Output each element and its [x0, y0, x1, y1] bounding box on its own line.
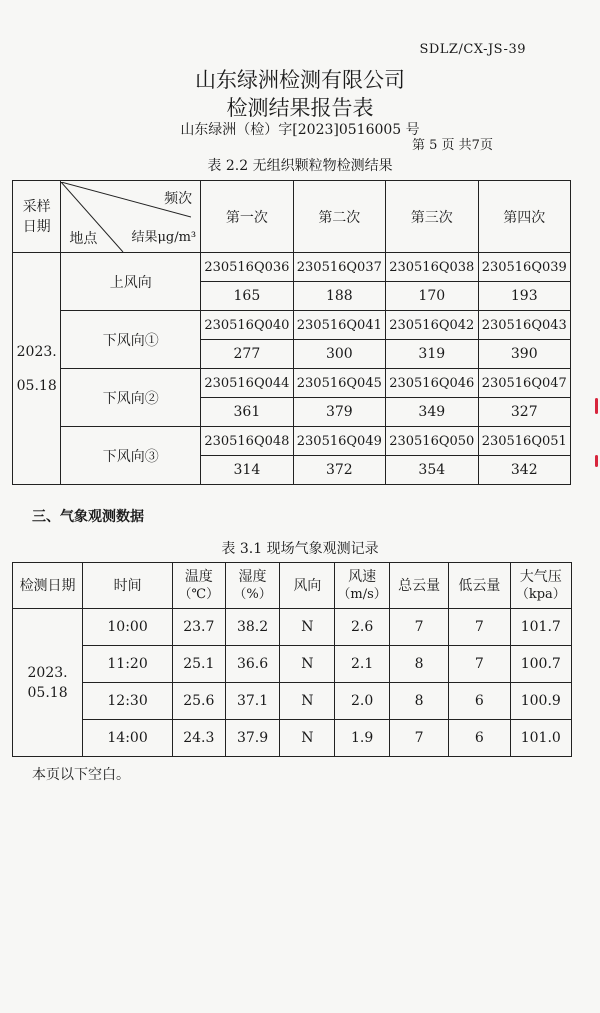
sample-code: 230516Q046 [386, 369, 478, 398]
weather-time: 14:00 [83, 720, 173, 757]
weather-header [390, 563, 449, 609]
sample-code: 230516Q037 [293, 253, 385, 282]
table2-caption: 表 3.1 现场气象观测记录 [221, 541, 379, 557]
sample-code: 230516Q048 [201, 427, 293, 456]
weather-pressure: 100.9 [510, 683, 571, 720]
sample-code: 230516Q039 [478, 253, 571, 282]
company-name: 山东绿洲检测有限公司 [195, 68, 405, 92]
sample-date-cell [13, 253, 61, 485]
section-title: 三、气象观测数据 [32, 509, 144, 525]
header-sample-date-label: 采样日期 [22, 198, 51, 235]
weather-header-label: 大气压 [519, 568, 562, 585]
weather-humidity: 37.1 [225, 683, 280, 720]
red-ink-mark [595, 398, 598, 414]
weather-wind-dir: N [280, 646, 335, 683]
weather-pressure: 100.7 [510, 646, 571, 683]
weather-total-cloud: 7 [390, 609, 449, 646]
result-value: 193 [478, 282, 571, 311]
weather-header-label: 总云量 [398, 577, 441, 594]
weather-observation-table [12, 562, 572, 757]
weather-time: 11:20 [83, 646, 173, 683]
header-result-unit-label: 结果μg/m³ [131, 229, 197, 245]
weather-pressure: 101.7 [510, 609, 571, 646]
header-frequency-label: 频次 [164, 190, 193, 207]
header-sample-date [13, 181, 61, 253]
weather-header-label: 时间 [113, 577, 142, 594]
result-value: 390 [478, 340, 571, 369]
header-round: 第一次 [201, 181, 293, 253]
sample-code: 230516Q045 [293, 369, 385, 398]
result-value: 170 [386, 282, 478, 311]
weather-date-value: 2023. 05.18 [27, 664, 68, 701]
sample-code: 230516Q043 [478, 311, 571, 340]
diagonal-header-cell [61, 181, 201, 253]
sample-code: 230516Q040 [201, 311, 293, 340]
weather-wind-dir: N [280, 609, 335, 646]
weather-header [13, 563, 83, 609]
document-title: 检测结果报告表 [226, 96, 374, 120]
weather-header [335, 563, 390, 609]
weather-temp: 24.3 [173, 720, 226, 757]
weather-low-cloud: 6 [449, 720, 510, 757]
sample-code: 230516Q049 [293, 427, 385, 456]
result-value: 188 [293, 282, 385, 311]
particulate-results-table [12, 180, 571, 485]
result-value: 319 [386, 340, 478, 369]
result-value: 314 [201, 456, 293, 485]
header-round: 第二次 [293, 181, 385, 253]
sample-code: 230516Q047 [478, 369, 571, 398]
weather-temp: 23.7 [173, 609, 226, 646]
weather-header-label: 湿度 [238, 568, 267, 585]
weather-total-cloud: 7 [390, 720, 449, 757]
weather-wind-dir: N [280, 720, 335, 757]
blank-below-note: 本页以下空白。 [32, 767, 130, 783]
weather-header-unit: （℃） [178, 586, 220, 602]
weather-wind-speed: 2.6 [335, 609, 390, 646]
sample-code: 230516Q050 [386, 427, 478, 456]
weather-date-cell [13, 609, 83, 757]
result-value: 361 [201, 398, 293, 427]
sample-code: 230516Q036 [201, 253, 293, 282]
site-name: 下风向① [61, 311, 201, 369]
result-value: 300 [293, 340, 385, 369]
weather-header [83, 563, 173, 609]
header-round: 第三次 [386, 181, 478, 253]
weather-temp: 25.6 [173, 683, 226, 720]
weather-humidity: 36.6 [225, 646, 280, 683]
result-value: 354 [386, 456, 478, 485]
weather-temp: 25.1 [173, 646, 226, 683]
weather-header-label: 风速 [348, 568, 377, 585]
sample-code: 230516Q044 [201, 369, 293, 398]
weather-header [173, 563, 226, 609]
result-value: 372 [293, 456, 385, 485]
weather-wind-speed: 2.1 [335, 646, 390, 683]
diagonal-header [61, 182, 200, 252]
sample-code: 230516Q042 [386, 311, 478, 340]
site-name: 上风向 [61, 253, 201, 311]
weather-low-cloud: 7 [449, 646, 510, 683]
site-name: 下风向② [61, 369, 201, 427]
weather-humidity: 37.9 [225, 720, 280, 757]
red-ink-mark [595, 455, 598, 467]
result-value: 379 [293, 398, 385, 427]
weather-wind-speed: 2.0 [335, 683, 390, 720]
header-location-label: 地点 [69, 230, 98, 247]
weather-header-unit: （%） [233, 586, 272, 602]
weather-low-cloud: 6 [449, 683, 510, 720]
weather-header-unit: （kpa） [515, 586, 566, 602]
weather-time: 12:30 [83, 683, 173, 720]
weather-total-cloud: 8 [390, 646, 449, 683]
weather-header [225, 563, 280, 609]
sample-code: 230516Q041 [293, 311, 385, 340]
document-code: SDLZ/CX-JS-39 [419, 42, 526, 57]
weather-header-unit: （m/s） [337, 586, 387, 602]
table1-caption: 表 2.2 无组织颗粒物检测结果 [207, 158, 393, 174]
weather-header-label: 检测日期 [19, 577, 76, 594]
weather-total-cloud: 8 [390, 683, 449, 720]
sample-code: 230516Q038 [386, 253, 478, 282]
weather-wind-speed: 1.9 [335, 720, 390, 757]
result-value: 327 [478, 398, 571, 427]
page-number: 第 5 页 共7页 [412, 138, 493, 153]
weather-pressure: 101.0 [510, 720, 571, 757]
sample-code: 230516Q051 [478, 427, 571, 456]
weather-header [449, 563, 510, 609]
result-value: 277 [201, 340, 293, 369]
result-value: 165 [201, 282, 293, 311]
weather-time: 10:00 [83, 609, 173, 646]
weather-header-label: 风向 [293, 577, 322, 594]
result-value: 349 [386, 398, 478, 427]
header-round: 第四次 [478, 181, 571, 253]
weather-header-label: 温度 [184, 568, 213, 585]
result-value: 342 [478, 456, 571, 485]
weather-header [510, 563, 571, 609]
site-name: 下风向③ [61, 427, 201, 485]
weather-humidity: 38.2 [225, 609, 280, 646]
weather-header-label: 低云量 [458, 577, 501, 594]
weather-header [280, 563, 335, 609]
weather-low-cloud: 7 [449, 609, 510, 646]
weather-wind-dir: N [280, 683, 335, 720]
report-number: 山东绿洲（检）字[2023]0516005 号 [180, 122, 420, 138]
sample-date-value: 2023. 05.18 [16, 343, 57, 394]
